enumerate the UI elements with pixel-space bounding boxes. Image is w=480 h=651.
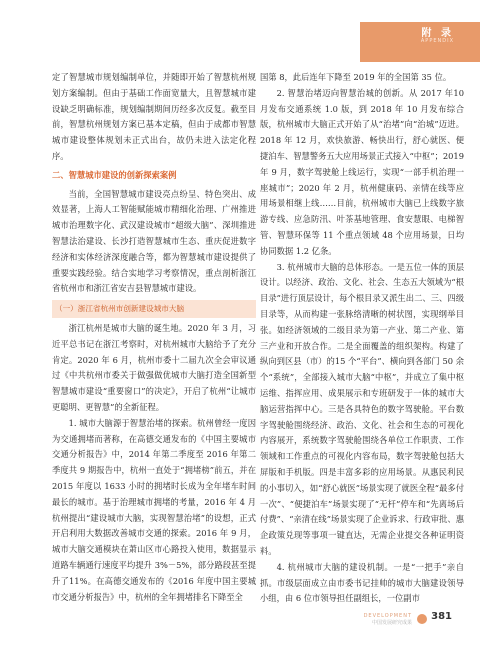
footer-brand-cn: 中国发展研究成果 — [371, 620, 412, 626]
header-title: 附 录 — [421, 28, 454, 39]
subsection-heading: （一）浙江省杭州市创新建设城市大脑 — [52, 300, 256, 318]
page-header — [0, 8, 480, 64]
paragraph: 浙江杭州是城市大脑的诞生地。2020 年 3 月，习近平总书记在浙江考察时，对杭州城市大脑给予了充分肯定。2020 年 6 月，杭州市委十二届九次全会审议通过《中共杭州市委关于做强做优城市大脑打造全国新型智慧城市建设“重要窗口”的决定》，开启了杭州“让城市更聪明、更智慧”的全新征程。 — [52, 322, 256, 412]
paragraph: 1. 城市大脑源于智慧治堵的探索。杭州曾经一度因为交通拥堵而著称，在高德交通发布的《中国主要城市交通分析报告》中，2014 年第二季度至 2016 年第二季度共 9 期报告中，杭州一直处于“拥堵榜”前五，并在 2015 年度以 1633 小时的拥堵时长成为全年堵车时间最长的城市。基于治理城市拥堵的考量，2016 年 4 月杭州提出“建设城市大脑，实现智慧治堵”的设想，正式开启利用大数据改善城市交通的探索。2016 年 9 月，城市大脑交通模块在萧山区市心路投入使用，数据显示道路车辆通行速度平均提升 3%－5%，部分路段甚至提升了11%。在高德交通发布的《2016 年度中国主要城市交通分析报告》中，杭州的全年拥堵排名下降至全 — [52, 417, 256, 602]
paragraph: 当前，全国智慧城市建设亮点纷呈、特色突出、成效显著，上海人工智能赋能城市精细化治理、广州推进城市治理数字化、武汉建设城市“超级大脑”、深圳推进智慧法治建设、长沙打造智慧城市生态、重庆促进数字经济和实体经济深度融合等，都为智慧城市建设提供了重要实践经验。结合实地学习考察情况，重点剖析浙江省杭州市和浙江省安吉县智慧城市建设。 — [52, 188, 256, 294]
paragraph: 国第 8，此后连年下降至 2019 年的全国第 35 位。 — [260, 72, 452, 82]
paragraph: 定了智慧城市规划编制单位，并随即开始了智慧杭州规划方案编制。但由于基础工作面宽量大，且智慧城市建设缺乏明确标准，规划编制期间历经多次反复。截至目前，智慧杭州规划方案已基本定稿，但由于成都市智慧城市建设整体规划未正式出台，故仍未进入法定化程序。 — [52, 72, 256, 161]
paragraph: 3. 杭州城市大脑的总体形态。一是五位一体的顶层设计。以经济、政治、文化、社会、生态五大领域为“根目录”进行顶层设计，每个根目录又派生出二、三、四级目录等，从而构建一张脉络清晰的树状图，实现纲举目张。如经济领域的二级目录为第一产业、第二产业、第三产业和开放合作。二是全面覆盖的组织架构。构建了纵向到区县（市）的15 个“平台”、横向到各部门 50 余个“系统”，全部接入城市大脑“中枢”，并成立了集中枢运维、指挥应用、成果展示和专班研发于一体的城市大脑运营指挥中心。三是各具特色的数字驾驶舱。平台数字驾驶舱围绕经济、政治、文化、社会和生态的可视化内容展开，系统数字驾驶舱围绕各单位工作职责、工作领域和工作重点的可视化内容布局，数字驾驶舱包括大屏版和手机版。四是丰富多彩的应用场景。从惠民利民的小事切入，如“舒心就医”场景实现了就医全程“最多付一次”、“便捷泊车”场景实现了“无杆”停车和“先离场后付费”、“亲清在线”场景实现了企业诉求、行政审批、惠企政策兑现等事项一键直达，无需企业提交各种证明资料。 — [260, 261, 464, 556]
paragraph: 4. 杭州城市大脑的建设机制。一是“一把手”亲自抓。市级层面成立由市委书记挂帅的城市大脑建设领导小组，由 6 位市领导担任副组长，一位副市 — [260, 561, 464, 604]
right-column — [260, 70, 464, 607]
footer-brand-en: DEVELOPMENT — [363, 613, 412, 619]
header-subtitle: APPENDIX — [420, 38, 454, 44]
section-heading: 二、智慧城市建设的创新探索案例 — [52, 169, 177, 180]
left-column — [52, 70, 256, 605]
page-number: 381 — [431, 611, 452, 622]
footer-dot-icon — [417, 614, 427, 624]
footer-brand — [364, 613, 412, 626]
paragraph: 2. 智慧治堵迈向智慧治城的创新。从 2017 年10 月发布交通系统 1.0 版，到 2018 年 10 月发布综合版，杭州城市大脑正式开始了从“治堵”向“治城”迈进。2018 年 12 月，欢快旅游、畅快出行，舒心就医、便捷泊车、智慧警务五大应用场景正式接入“中枢”；2019 年 9 月，数字驾驶舱上线运行，实现“一部手机治理一座城市”；2020 年 2 月，杭州健康码、亲情在线等应用场景相继上线……目前，杭州城市大脑已上线数字旅游专线、应急防汛、叶茶基地管理、食安慧眼、电梯智管、智慧环保等 11 个重点领域 48 个应用场景，日均协同数据 1.2 亿条。 — [260, 87, 464, 256]
